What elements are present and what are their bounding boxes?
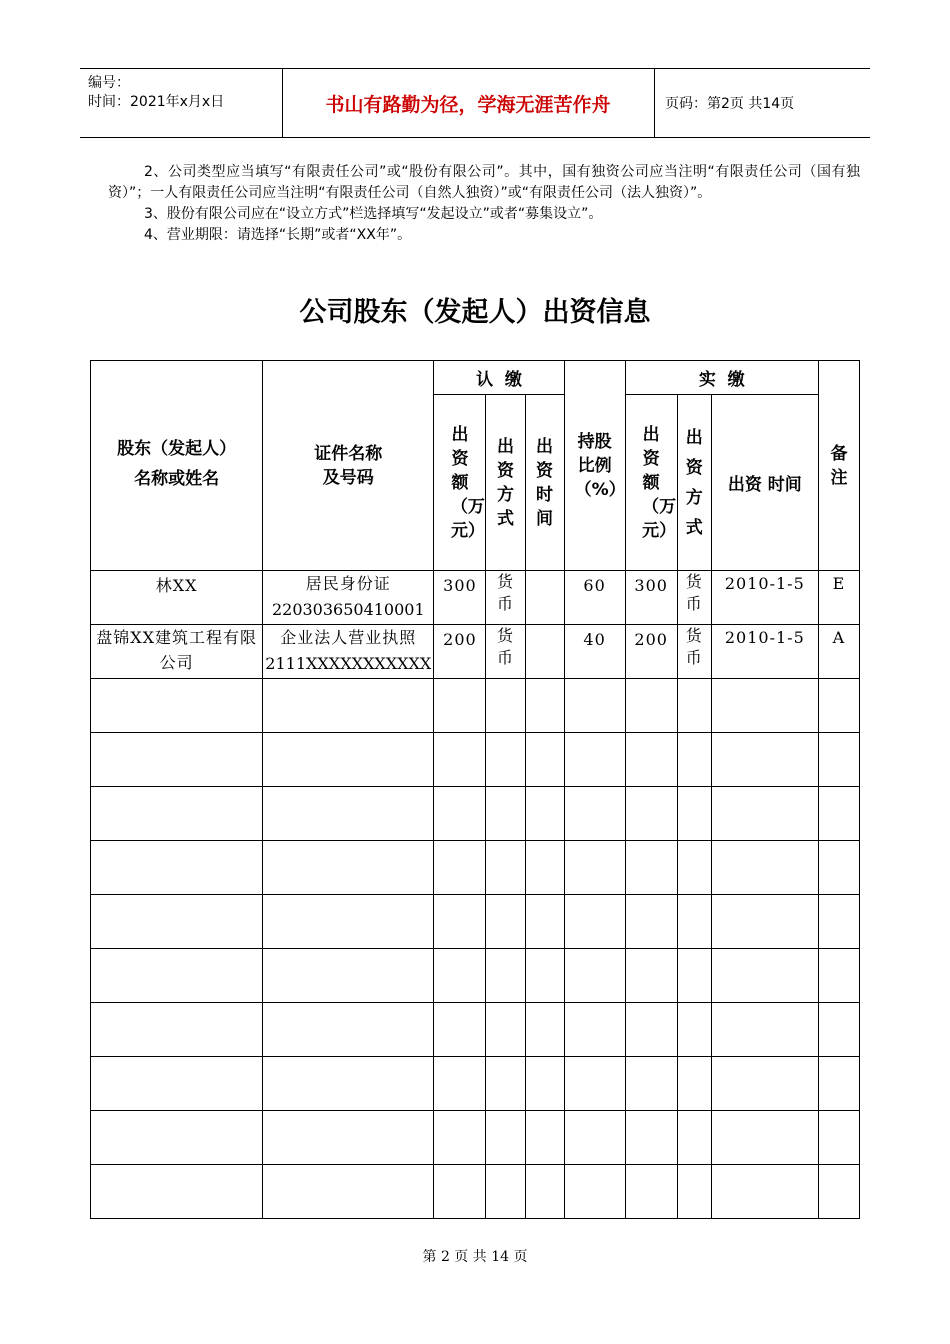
contribution-table	[90, 360, 860, 1219]
empty-cell	[263, 787, 434, 841]
empty-cell	[91, 1111, 263, 1165]
paid-method: 货币	[677, 625, 711, 679]
empty-cell	[564, 733, 625, 787]
empty-cell	[677, 841, 711, 895]
empty-table-row	[91, 679, 860, 733]
empty-cell	[564, 895, 625, 949]
empty-cell	[677, 1003, 711, 1057]
ratio: 40	[564, 625, 625, 679]
empty-cell	[818, 787, 859, 841]
empty-cell	[564, 1165, 625, 1219]
motto-text: 书山有路勤为径，学海无涯苦作舟	[325, 93, 611, 116]
empty-cell	[91, 895, 263, 949]
empty-cell	[263, 733, 434, 787]
empty-cell	[711, 1003, 818, 1057]
empty-table-row	[91, 733, 860, 787]
empty-cell	[434, 1057, 486, 1111]
page-number-label: 页码：第2页 共14页	[665, 96, 795, 112]
empty-table-row	[91, 787, 860, 841]
header-sub-amount: 出资额（万元）	[434, 395, 486, 571]
empty-cell	[818, 1003, 859, 1057]
empty-cell	[434, 679, 486, 733]
empty-cell	[263, 1057, 434, 1111]
paid-time: 2010-1-5	[711, 571, 818, 625]
empty-cell	[625, 1003, 677, 1057]
paid-amount: 300	[625, 571, 677, 625]
empty-table-row	[91, 895, 860, 949]
empty-cell	[818, 1111, 859, 1165]
empty-cell	[263, 1165, 434, 1219]
shareholder-name: 林XX	[91, 571, 263, 625]
header-paid-method: 出资方式	[677, 395, 711, 571]
page-footer: 第 2 页 共 14 页	[422, 1249, 528, 1265]
sub-time	[525, 571, 564, 625]
header-page-info	[655, 69, 870, 137]
empty-table-row	[91, 1057, 860, 1111]
header-id: 证件名称 及号码	[263, 361, 434, 571]
empty-cell	[711, 1111, 818, 1165]
empty-cell	[564, 1003, 625, 1057]
empty-cell	[564, 949, 625, 1003]
note-item: 3、股份有限公司应在“设立方式”栏选择填写“发起设立”或者“募集设立”。	[144, 206, 603, 222]
empty-cell	[434, 733, 486, 787]
empty-cell	[263, 895, 434, 949]
empty-cell	[486, 949, 525, 1003]
sub-amount: 300	[434, 571, 486, 625]
remark: A	[818, 625, 859, 679]
empty-cell	[525, 841, 564, 895]
empty-cell	[525, 949, 564, 1003]
ratio: 60	[564, 571, 625, 625]
empty-cell	[263, 679, 434, 733]
empty-cell	[434, 1111, 486, 1165]
empty-cell	[711, 1057, 818, 1111]
empty-cell	[434, 895, 486, 949]
empty-cell	[434, 1165, 486, 1219]
empty-table-row	[91, 1165, 860, 1219]
empty-cell	[818, 733, 859, 787]
empty-cell	[525, 1003, 564, 1057]
empty-cell	[525, 895, 564, 949]
empty-cell	[434, 841, 486, 895]
empty-cell	[263, 949, 434, 1003]
sub-method: 货币	[486, 625, 525, 679]
empty-cell	[677, 949, 711, 1003]
empty-cell	[486, 1003, 525, 1057]
empty-cell	[525, 679, 564, 733]
table-row	[91, 571, 860, 625]
paid-amount: 200	[625, 625, 677, 679]
paid-method: 货币	[677, 571, 711, 625]
sub-method: 货币	[486, 571, 525, 625]
empty-cell	[818, 679, 859, 733]
empty-cell	[677, 1057, 711, 1111]
header-ratio: 持股比例（%）	[564, 361, 625, 571]
empty-cell	[818, 949, 859, 1003]
empty-table-row	[91, 1003, 860, 1057]
empty-cell	[677, 895, 711, 949]
empty-cell	[263, 1003, 434, 1057]
empty-cell	[525, 1165, 564, 1219]
empty-cell	[91, 1165, 263, 1219]
empty-cell	[711, 733, 818, 787]
empty-cell	[434, 949, 486, 1003]
empty-cell	[625, 1165, 677, 1219]
empty-table-row	[91, 949, 860, 1003]
empty-cell	[91, 949, 263, 1003]
empty-cell	[564, 1111, 625, 1165]
empty-table-row	[91, 1111, 860, 1165]
doc-date-label: 时间：2021年x月x日	[88, 94, 225, 110]
empty-cell	[818, 1165, 859, 1219]
empty-cell	[625, 1057, 677, 1111]
shareholder-name: 盘锦XX建筑工程有限公司	[91, 625, 263, 679]
empty-cell	[486, 841, 525, 895]
empty-cell	[818, 1057, 859, 1111]
empty-cell	[625, 949, 677, 1003]
header-sub-time: 出资时间	[525, 395, 564, 571]
id-cell: 企业法人营业执照 2111XXXXXXXXXXX	[263, 625, 434, 679]
empty-cell	[525, 787, 564, 841]
empty-cell	[564, 841, 625, 895]
header-paid-amount: 出资额（万元）	[625, 395, 677, 571]
empty-cell	[91, 841, 263, 895]
empty-cell	[711, 841, 818, 895]
empty-cell	[677, 733, 711, 787]
empty-cell	[486, 679, 525, 733]
table-row	[91, 625, 860, 679]
empty-cell	[677, 1165, 711, 1219]
header-meta	[80, 69, 283, 137]
header-subscribed: 认 缴	[434, 361, 564, 395]
empty-cell	[525, 1057, 564, 1111]
empty-cell	[564, 1057, 625, 1111]
page-title: 公司股东（发起人）出资信息	[299, 297, 651, 328]
header-remark: 备注	[818, 361, 859, 571]
empty-cell	[91, 1057, 263, 1111]
sub-amount: 200	[434, 625, 486, 679]
empty-cell	[625, 1111, 677, 1165]
header-paid-time: 出资 时间	[711, 395, 818, 571]
empty-cell	[818, 895, 859, 949]
empty-cell	[677, 787, 711, 841]
empty-cell	[486, 895, 525, 949]
page-header	[80, 68, 870, 138]
empty-cell	[677, 679, 711, 733]
empty-cell	[486, 733, 525, 787]
empty-cell	[486, 787, 525, 841]
doc-number-label: 编号：	[88, 75, 130, 91]
header-motto	[282, 69, 655, 137]
empty-cell	[525, 733, 564, 787]
empty-cell	[711, 1165, 818, 1219]
empty-cell	[625, 733, 677, 787]
header-shareholder: 股东（发起人） 名称或姓名	[91, 361, 263, 571]
empty-cell	[91, 679, 263, 733]
header-paid: 实 缴	[625, 361, 818, 395]
remark: E	[818, 571, 859, 625]
empty-cell	[818, 841, 859, 895]
empty-cell	[263, 841, 434, 895]
empty-cell	[711, 895, 818, 949]
sub-time	[525, 625, 564, 679]
empty-cell	[711, 949, 818, 1003]
empty-cell	[486, 1057, 525, 1111]
empty-cell	[711, 679, 818, 733]
instruction-notes	[108, 162, 860, 246]
empty-cell	[91, 787, 263, 841]
empty-cell	[486, 1111, 525, 1165]
empty-cell	[625, 679, 677, 733]
empty-cell	[564, 679, 625, 733]
empty-cell	[91, 733, 263, 787]
empty-cell	[91, 1003, 263, 1057]
empty-cell	[564, 787, 625, 841]
empty-table-row	[91, 841, 860, 895]
header-sub-method: 出资方式	[486, 395, 525, 571]
empty-cell	[525, 1111, 564, 1165]
note-item: 4、营业期限：请选择“长期”或者“XX年”。	[144, 227, 412, 243]
empty-cell	[625, 895, 677, 949]
empty-cell	[625, 787, 677, 841]
note-item: 2、公司类型应当填写“有限责任公司”或“股份有限公司”。其中，国有独资公司应当注明“有限责任公司（国有独资）”；一人有限责任公司应当注明“有限责任公司（自然人独资）”或“有限责任公司（法人独资）”。	[108, 164, 860, 201]
empty-cell	[677, 1111, 711, 1165]
id-cell: 居民身份证 220303650410001	[263, 571, 434, 625]
empty-cell	[434, 1003, 486, 1057]
empty-cell	[625, 841, 677, 895]
paid-time: 2010-1-5	[711, 625, 818, 679]
empty-cell	[711, 787, 818, 841]
empty-cell	[486, 1165, 525, 1219]
empty-cell	[263, 1111, 434, 1165]
empty-cell	[434, 787, 486, 841]
